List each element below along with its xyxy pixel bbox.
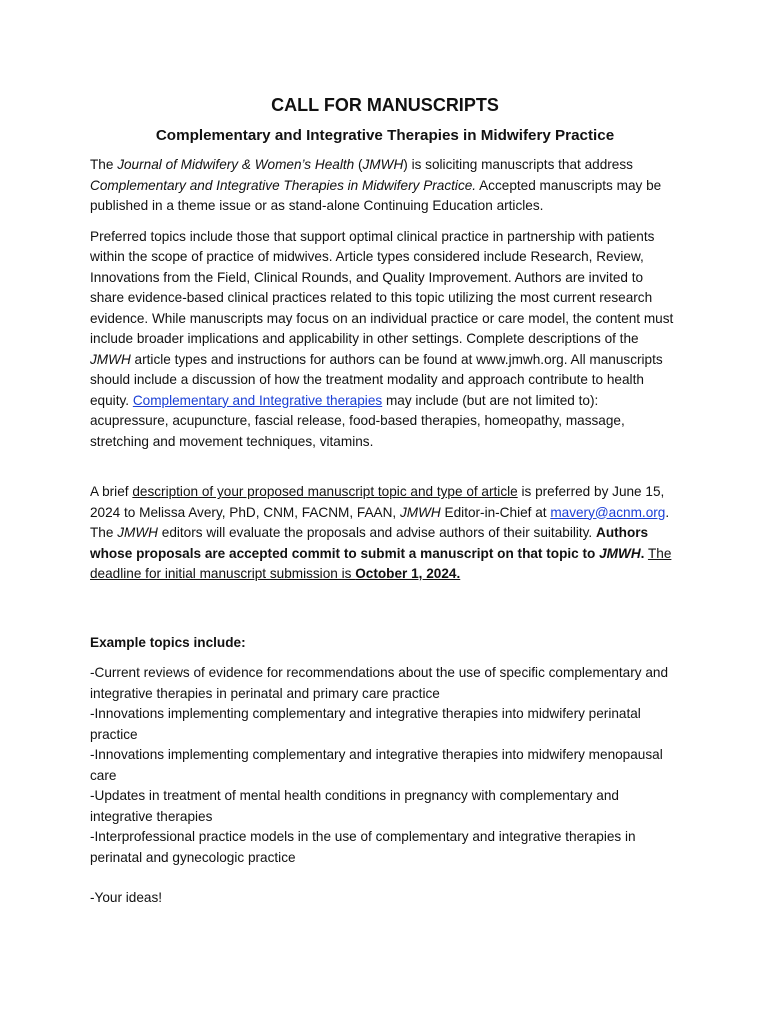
commitment-text: Authors whose proposals are accepted commit to submit a manuscript on that topic to [90,525,649,561]
intro-paragraph [90,155,680,217]
therapies-link[interactable]: Complementary and Integrative therapies [132,392,383,408]
journal-abbr: JMWH [362,157,404,172]
proposal-description: description of your proposed manuscript topic and type of article [132,484,518,499]
text-span: A brief [90,484,133,499]
email-link[interactable]: mavery@acnm.org [550,504,666,520]
list-item: -Updates in treatment of mental health conditions in pregnancy with complementary and integrative therapies [90,788,619,824]
journal-abbr: JMWH [117,525,158,540]
list-item: -Interprofessional practice models in the use of complementary and integrative therapies in perinatal and gynecologic practice [90,829,636,865]
journal-name: Journal of Midwifery & Women’s Health [117,157,355,172]
deadline-text: The deadline for initial manuscript submission is [90,545,672,581]
document-page [90,93,680,909]
list-item: -Innovations implementing complementary and integrative therapies into midwifery perinatal practice [90,706,641,742]
text-span: is preferred by June 15, 2024 to Melissa Avery, PhD, CNM, FACNM, FAAN, [90,484,665,520]
examples-heading: Example topics include: [90,634,246,650]
list-item: -Current reviews of evidence for recommendations about the use of specific complementary and integrative therapies in perinatal and primary care practice [90,665,669,701]
text-span: article types and instructions for authors can be found at www.jmwh.org. All manuscripts should include a discussion of how the treatment modality and approach contribute to health equity. [90,351,663,408]
theme-name: Complementary and Integrative Therapies in Midwifery Practice. [90,177,477,193]
text-span: may include (but are not limited to): acupressure, acupuncture, fascial release, food-based therapies, homeopathy, massage, stretching and movement techniques, vitamins. [90,392,625,449]
page-subtitle: Complementary and Integrative Therapies in Midwifery Practice [155,127,615,144]
spacer [90,462,680,482]
list-item: -Innovations implementing complementary and integrative therapies into midwifery menopausal care [90,747,663,783]
text-span: The [90,157,118,172]
closing-line: -Your ideas! [90,890,163,905]
example-topics-list [90,663,680,868]
journal-abbr: JMWH [90,351,131,367]
text-span: ) is soliciting manuscripts that address [403,157,633,172]
topics-paragraph [90,227,680,453]
text-span: ( [354,157,363,172]
spacer [90,868,680,888]
page-title: CALL FOR MANUSCRIPTS [271,95,499,115]
journal-abbr: JMWH [399,504,441,520]
submission-paragraph [90,482,680,585]
text-span: Preferred topics include those that support optimal clinical practice in partnership with patients within the scope of practice of midwives. Article types considered include Research, Review, Innovations from the Field, Clinical Rounds, and Quality Improvement. Authors are invited to share evidence-based clinical practices related to this topic utilizing the most current research evidence. While manuscripts may focus on an individual practice or care model, the content must include broader implications and applicability in other settings. Complete descriptions of the [90,228,674,346]
text-span: editors will evaluate the proposals and advise authors of their suitability. [157,525,596,540]
text-span: Accepted manuscripts may be published in a theme issue or as stand-alone Continuing Education articles. [90,177,662,213]
deadline-date: October 1, 2024. [355,566,461,581]
journal-abbr: JMWH [599,545,641,561]
text-span: . [640,545,645,561]
text-span: Editor-in-Chief at [440,504,551,520]
text-span: . The [90,504,670,540]
spacer [90,595,680,633]
